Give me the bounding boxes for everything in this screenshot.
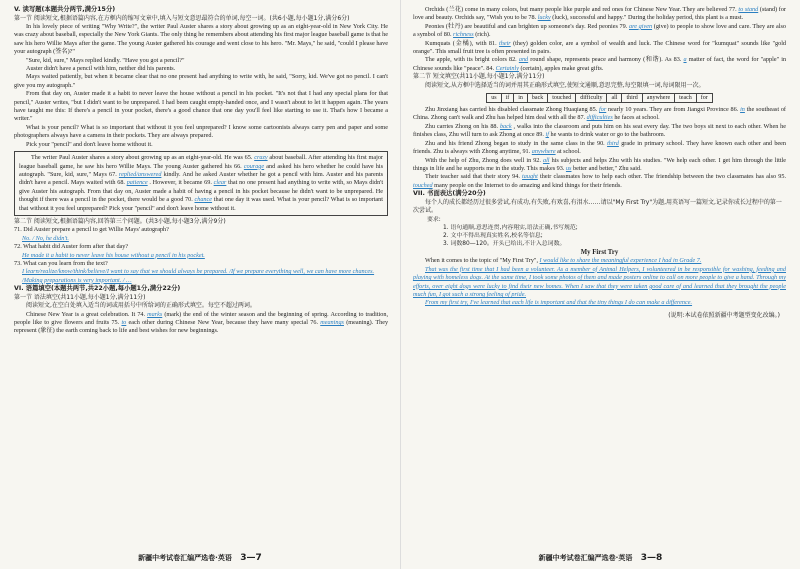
zhu-text: better and better," Zhu said. bbox=[573, 164, 642, 172]
passage-paragraph: "Sure, kid, sure," Mays replied kindly. "Have you got a pencil?" bbox=[26, 56, 185, 64]
writing-prompt: 每个人的成长都经历过很多尝试,有成功,有失败,有欢喜,有泪水……请以"My First Try"为题,用英语写一篇短文,记录你成长过程中的第一次尝试。 bbox=[413, 198, 782, 215]
passage-paragraph: Auster didn't have a pencil with him, neither did his parents. bbox=[26, 65, 176, 73]
footer-title: 新疆中考试卷汇编严选卷·英语 bbox=[138, 554, 232, 562]
part3-title: 第一节 语法填空(共11小题,每小题1分,满分11分) bbox=[14, 293, 146, 301]
answer-87: difficulties bbox=[586, 114, 613, 122]
section6-title: VI. 语篇填空(本题共两节,共22小题,每小题1分,满分22分) bbox=[14, 285, 181, 293]
cny-text: Chinese New Year is a great celebration. It 74. bbox=[26, 310, 146, 318]
zhu-text: nearly 10 years. They are from Jiangxi Province 86. bbox=[608, 106, 739, 114]
zhu-text: Their teacher said that their story 94. bbox=[425, 173, 520, 181]
answer-85: for bbox=[599, 106, 607, 114]
word-option: us bbox=[487, 94, 501, 103]
answer-86: in bbox=[740, 106, 745, 114]
essay-answer: From my first try, I've learned that each life is important and that the tiny things I do can make a difference. bbox=[425, 299, 693, 307]
section5-title: V. 读写题(本题共分两节,满分15分) bbox=[14, 6, 116, 13]
answer-80: richness bbox=[453, 31, 474, 39]
right-footer bbox=[401, 553, 800, 563]
summary-text: . However, it became 69. bbox=[149, 179, 212, 187]
answer-70: chance bbox=[194, 196, 213, 204]
passage-paragraph: From that day on, Auster made it a habit to never leave the house without a pencil in his pocket. "It's not that I had any special plans for that pencil," Auster writes, "but I didn't want to be unprepared. I had been caught empty-handed once, and I wasn't about to let it happen again. The years have taught me this: If there's a pencil in your pocket, there's a good chance that one day you'll feel like starting to use it. That's how I became a writer." bbox=[14, 90, 388, 123]
word-option: back bbox=[527, 94, 547, 103]
page-number: 3—8 bbox=[640, 553, 663, 563]
word-option: if bbox=[501, 94, 514, 103]
part4-instructions: 阅读短文,从方框中选择适当的词并用其正确形式填空,使短文通顺,意思完整,每空限填一词,每词限用一次。 bbox=[425, 81, 705, 89]
kumquat-text: Kumquats (金橘), with 81. bbox=[425, 39, 497, 47]
answer-91: anywhere bbox=[531, 148, 556, 156]
answer-67: replied/answered bbox=[118, 170, 162, 178]
kumquat-text: (they) golden color, are a symbol of wealth and luck. The Chinese word for "kumquat" sounds like "gold orange". This small fruit tree is often presented in pairs. bbox=[413, 39, 787, 56]
footer-title: 新疆中考试卷汇编严选卷·英语 bbox=[538, 554, 633, 562]
passage-paragraph: Mays waited patiently, but when it became clear that no one present had anything to write with, he said, "Sorry, kid. We've got no pencil. I can't give you my autograph." bbox=[14, 73, 388, 89]
zhu-text: the southeast of China. Zhong can't walk and Zhu has helped him deal with all the 87. bbox=[413, 106, 786, 122]
word-option: third bbox=[622, 94, 642, 103]
question-73: 73. What can you learn from the text? bbox=[14, 259, 108, 267]
word-option: touched bbox=[548, 94, 576, 103]
cny-text: each other during Chinese New Year, because they have many special 76. bbox=[128, 319, 318, 326]
zhu-text: , walks into the classroom and puts him on his seat every day. The two boys sit next to each other. When he finishes class, Zhu will turn to ask Zhong at once 89. bbox=[413, 122, 787, 139]
peony-text: Peonies (牡丹) are beautiful and can brighten up someone's day. Red peonies 79. bbox=[425, 22, 628, 30]
word-option: anywhere bbox=[642, 94, 674, 103]
summary-text: that no one present had anything to write with, so Mays didn't give Auster his autograph. From that day on, Auster made a habit of having a pencil in his pocket because he didn't want to be unprepared. He thought if there was a pencil in the pocket, there would be a good 70. bbox=[19, 179, 384, 204]
answer-77: to stand bbox=[738, 6, 759, 13]
zhu-text: Zhu and his friend Zhong began to study in the same class in the 90. bbox=[425, 139, 605, 147]
essay-answer: I would like to share the meaningful experience I had in Grade 7. bbox=[539, 257, 702, 265]
zhu-text: their classmates how to help each other. The friendship between the two classmates has also 95. bbox=[540, 173, 786, 181]
zhu-text: he wants to drink water or go to the bathroom. bbox=[550, 131, 666, 139]
apple-text: (certain), apples make great gifts. bbox=[520, 64, 604, 72]
passage-paragraph: Pick your "pencil" and don't leave home without it. bbox=[26, 140, 153, 148]
answer-68: patience bbox=[126, 179, 148, 187]
zhu-text: With the help of Zhu, Zhong does well in 92. bbox=[425, 156, 541, 164]
question-71: 71. Did Auster prepare a pencil to get Willie Mays' autograph? bbox=[14, 226, 169, 234]
word-option: difficulty bbox=[576, 94, 607, 103]
answer-92: all bbox=[542, 156, 550, 164]
answer-78: lucky bbox=[537, 14, 551, 22]
zhu-text: he faces at school. bbox=[614, 114, 660, 122]
answer-71: No. / No, he didn't. bbox=[22, 234, 69, 242]
summary-text: about baseball. After attending his first major league baseball game, he saw his hero Willie Mays. The young Auster gathered his 66. bbox=[19, 154, 383, 170]
part3-instructions: 阅读短文,在空白处填入适当的词或用括号中所给词的正确形式填空。每空不超过两词。 bbox=[26, 302, 256, 310]
word-option: in bbox=[514, 94, 528, 103]
essay-answer: That was the first time that I had been a volunteer. As a member of Animal Helpers, I volunteered in be responsible for washing, feeding and playing with homeless dogs. At the same time, I took some photos of them and made posters online to call on more people to give a hand. Through my efforts, over eight dogs were lucky to find their new homes. When I saw that they were taken good care of and learned that they brought the people much fun, I got such a strong feeling of pride. bbox=[413, 265, 786, 298]
answer-89: if bbox=[545, 131, 549, 139]
answer-81: their bbox=[499, 39, 511, 47]
orchid-text: Orchids (兰花) come in many colors, but many people like purple and red ones for Chinese New Year. They are believed 77. bbox=[425, 6, 737, 13]
zhu-text: many people on the Internet to do amazing and kind things for their friends. bbox=[434, 181, 622, 189]
summary-text: and asked his hero whether he could have his autograph. "Sure, kid, sure," Mays 67. bbox=[19, 162, 384, 178]
word-option: teach bbox=[675, 94, 697, 103]
answer-75: to bbox=[121, 319, 127, 326]
part4-title: 第二节 短文填空(共11小题,每小题1分,满分11分) bbox=[413, 73, 545, 81]
answer-83: a bbox=[683, 56, 687, 64]
right-page bbox=[400, 0, 800, 569]
orchid-text: (stand) for love and beauty. Orchids say, "Wish you to be 78. bbox=[413, 6, 786, 22]
requirement-item: 1. 语句通顺,意思连贯,内容翔实,语法正确,书写规范; bbox=[443, 224, 578, 231]
left-footer bbox=[0, 553, 400, 563]
passage-paragraph: What is your pencil? What is so important that without it you feel unprepared? I know some cartoonists always carry pen and paper and some photographers always have a camera in their pockets. They are always prepared. bbox=[14, 123, 388, 140]
answer-93: us bbox=[565, 164, 572, 172]
requirement-item: 2. 文中不得出现真实姓名,校名等信息; bbox=[443, 232, 543, 239]
answer-73: I learn/realize/know/think/believe/I want to say that we should always be prepared. /If we prepare everything well, we can have more chances. /Making preparations is very important. / … bbox=[22, 268, 375, 284]
cny-text: (mark) the end of the winter season and the beginning of spring. According to tradition, people like to give flowers and fruits 75. bbox=[14, 310, 389, 326]
part2-title: 第二节 阅读短文,根据语篇内容,回答第三个问题。(共3小题,每小题3分,满分9分) bbox=[14, 217, 226, 225]
answer-84: Certainly bbox=[495, 64, 519, 72]
peony-text: (rich). bbox=[475, 31, 491, 39]
answer-90: third bbox=[607, 139, 619, 147]
answer-76: meanings bbox=[320, 319, 344, 326]
orchid-text: (luck), successful and happy." During the holiday period, this plant is a must. bbox=[552, 14, 744, 22]
word-box bbox=[486, 93, 713, 103]
section7-title: VII. 书面表达(满分20分) bbox=[413, 190, 486, 198]
answer-95: touched bbox=[413, 181, 433, 189]
zhu-text: at school. bbox=[557, 148, 581, 156]
zhu-text: grade in primary school. They have known each other and been friends. Zhu is always with Zhong anytime, 91. bbox=[413, 139, 787, 156]
requirements-label: 要求: bbox=[427, 216, 441, 223]
apple-text: round shape, represents peace and harmony (和谐). As 83. bbox=[530, 56, 682, 64]
apple-text: matter of fact, the word for "apple" in Chinese sounds like "peace". 84. bbox=[413, 56, 787, 72]
zhu-text: his subjects and helps Zhu with his studies. "We help each other. I get him through the little things in life and he supports me in the study. This makes 93. bbox=[413, 156, 787, 172]
zhu-text: Zhu carries Zhong on his 88. bbox=[425, 122, 499, 130]
answer-72: He made it a habit to never leave his house without a pencil in his pocket. bbox=[22, 251, 205, 259]
note: (说明:本试卷依照新疆中考题型变化改编。) bbox=[668, 311, 780, 319]
page-number: 3—7 bbox=[240, 553, 262, 563]
answer-94: taught bbox=[522, 173, 538, 181]
answer-88: back bbox=[499, 122, 512, 130]
answer-74: marks bbox=[147, 310, 163, 318]
summary-text: The writer Paul Auster shares a story about growing up as an eight-year-old. He was 65. bbox=[31, 154, 253, 162]
apple-text: The apple, with its bright colors 82. bbox=[425, 56, 517, 64]
summary-text: that one day it was used. What is your pencil? What is so important that without it you feel unprepared? Pick your "pencil" and don't leave home without it. bbox=[19, 196, 383, 212]
passage-paragraph: In his lovely piece of writing "Why Write?", the writer Paul Auster shares a story about growing up as an eight-year-old in New York City. He was crazy about baseball, especially the New York Giants. The only thing he remembers about attending his first major league baseball game is that he saw his hero Willie Mays after the game. The young Auster gathered his courage and went close to his hero. "Mr. Mays," he said, "could I please have your autograph (签名)?" bbox=[14, 23, 388, 56]
peony-text: (give) to people to show love and care. They are also a symbol of 80. bbox=[413, 22, 787, 39]
part1-title: 第一节 阅读短文,根据语篇内容,在方框内的缩写文章中,填入与短文意思最符合的单词,每空一词。(共6小题,每小题1分,满分6分) bbox=[14, 14, 350, 22]
word-option: for bbox=[696, 94, 712, 103]
answer-79: are given bbox=[628, 22, 653, 30]
answer-82: and bbox=[518, 56, 529, 64]
essay-title: My First Try bbox=[580, 249, 619, 257]
cny-text: (meaning). They represent (象征) the earth coming back to life and best wishes for new beginnings. bbox=[14, 319, 389, 335]
essay-start: When it comes to the topic of "My First Try", bbox=[425, 257, 538, 265]
answer-65: crazy bbox=[254, 154, 268, 162]
zhu-text: Zhu Jinxiang has carried his disabled classmate Zhong Huaqiang 85. bbox=[425, 106, 598, 114]
answer-66: courage bbox=[243, 162, 265, 170]
requirement-item: 3. 词数80—120。开头已给出,不计入总词数。 bbox=[443, 241, 566, 248]
question-72: 72. What habit did Auster form after that day? bbox=[14, 243, 129, 251]
summary-text: kindly. And he asked Auster whether he got a pencil with him. Auster and his parents didn't have a pencil. Mays waited with 68. bbox=[19, 170, 384, 187]
answer-69: clear bbox=[213, 179, 227, 187]
word-option: all bbox=[607, 94, 622, 103]
summary-box bbox=[14, 151, 388, 216]
